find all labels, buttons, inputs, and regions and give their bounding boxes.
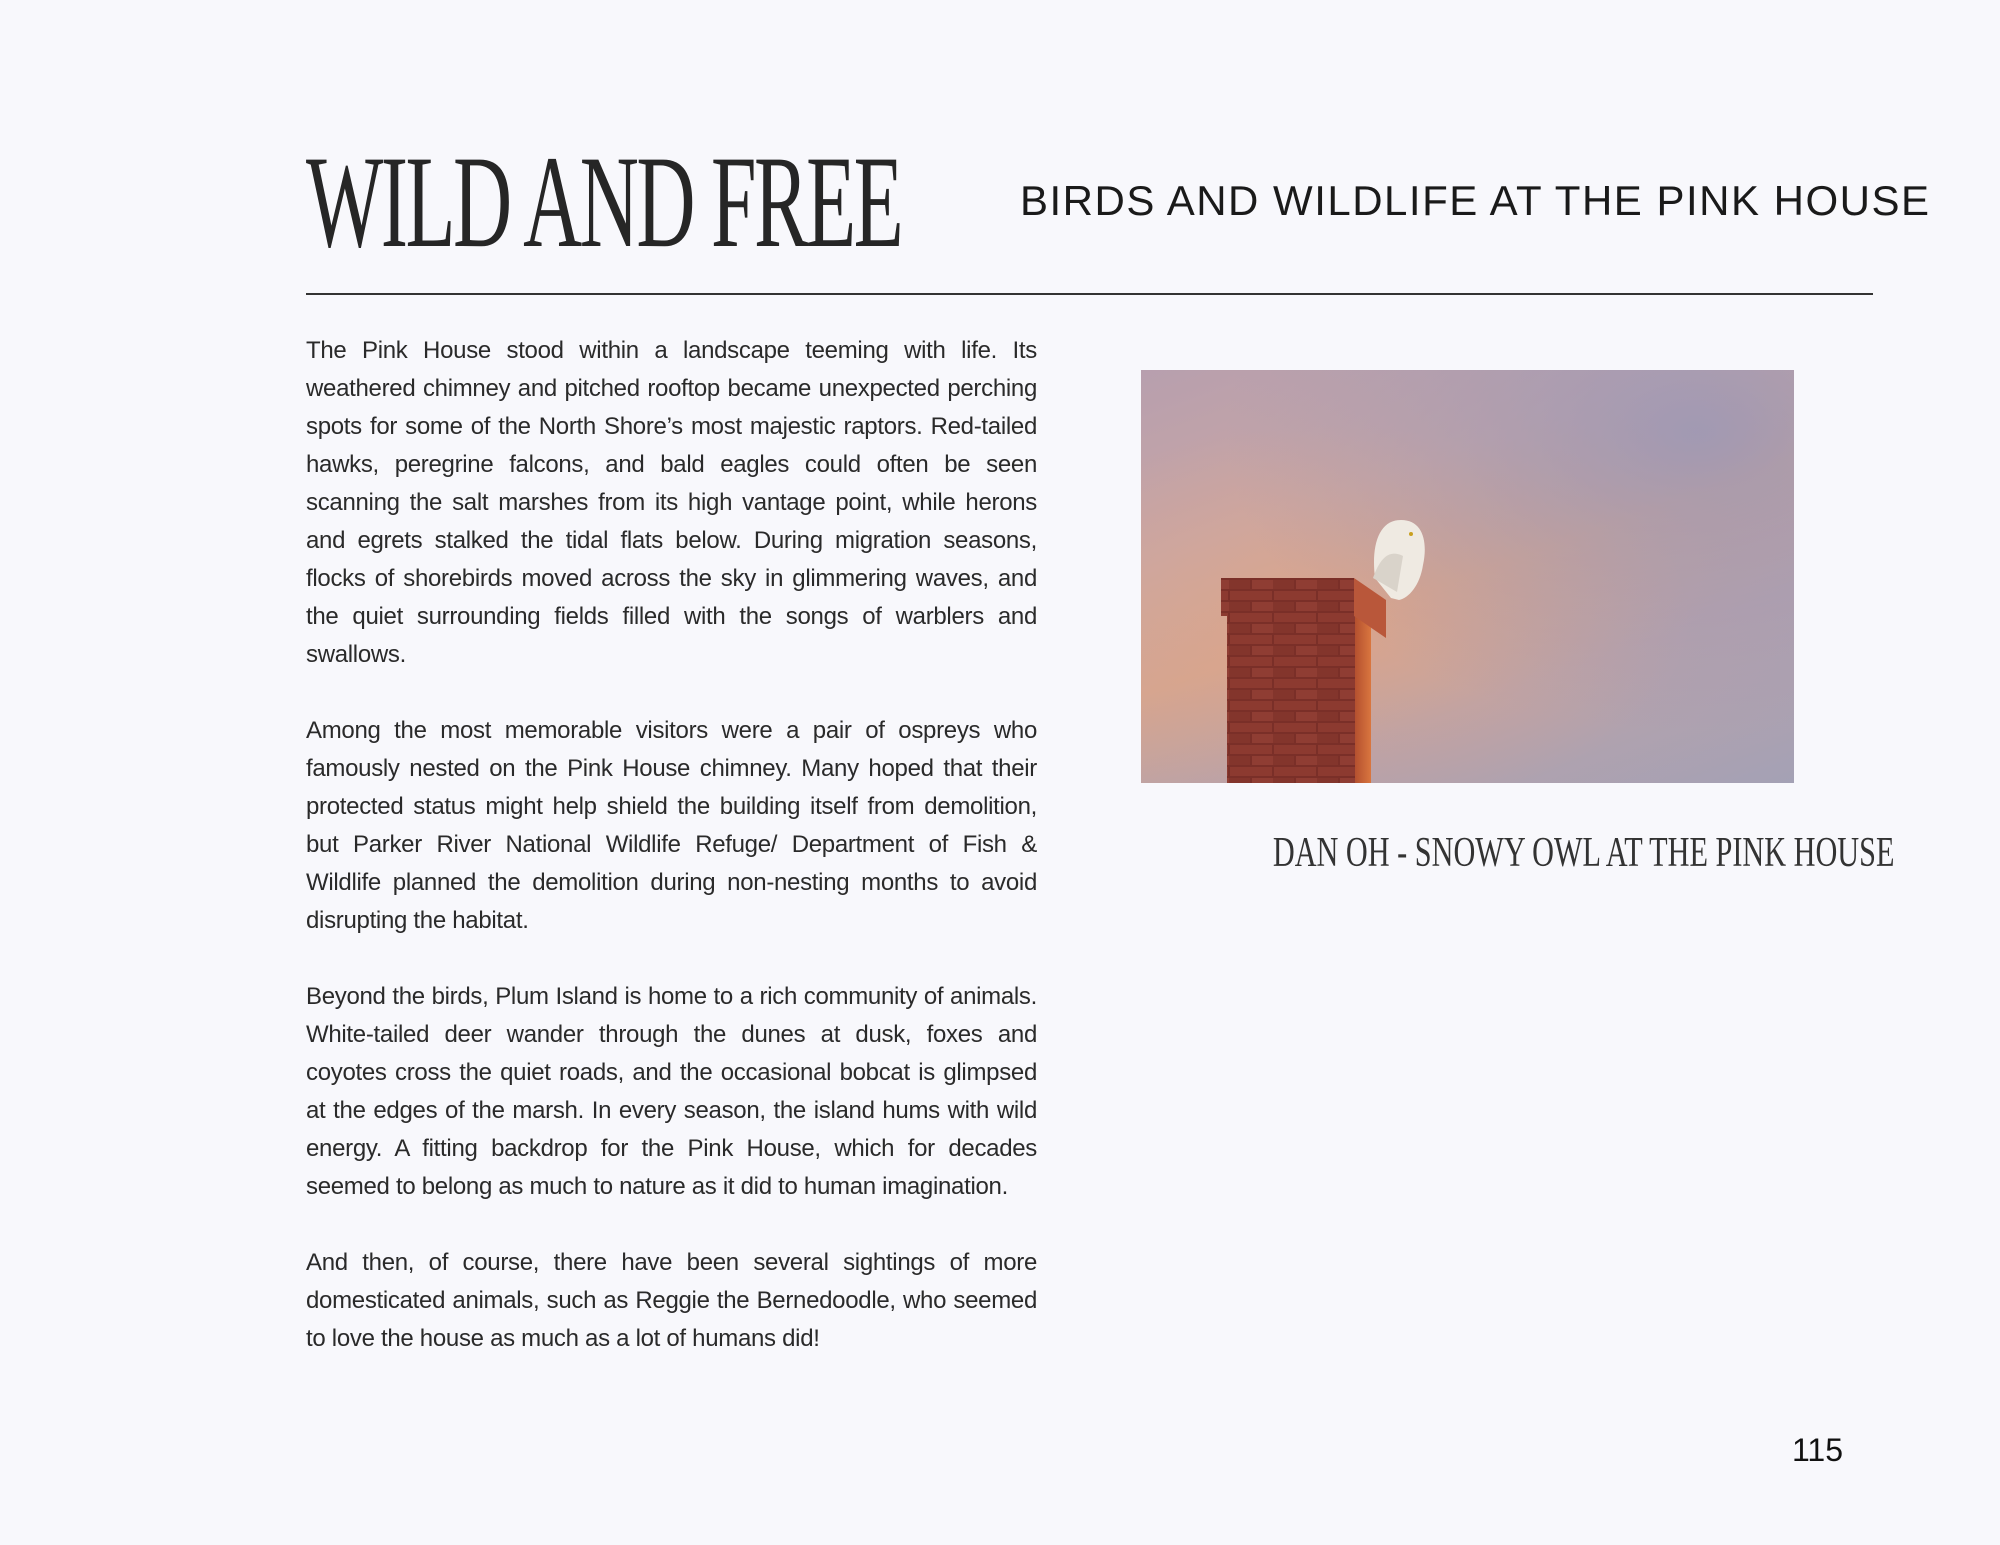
photo-caption-text: DAN OH - SNOWY OWL AT THE PINK HOUSE	[1272, 830, 1895, 876]
article-body	[306, 332, 1037, 1396]
paragraph: And then, of course, there have been several sightings of more domesticated animals, such as Reggie the Bernedoodle, who seemed to love the house as much as a lot of humans did!	[306, 1249, 1037, 1352]
paragraph: Among the most memorable visitors were a pair of ospreys who famously nested on the Pink House chimney. Many hoped that their protected status might help shield the building itself from demolition, but Parker River National Wildlife Refuge/ Department of Fish & Wildlife planned the demolition during non-nesting months to avoid disrupting the habitat.	[306, 717, 1037, 934]
chimney-owl-illustration	[1141, 370, 1794, 783]
paragraph: The Pink House stood within a landscape teeming with life. Its weathered chimney and pitched rooftop became unexpected perching spots for some of the North Shore’s most majestic raptors. Red-tailed hawks, peregrine falcons, and bald eagles could often be seen scanning the salt marshes from its high vantage point, while herons and egrets stalked the tidal flats below. During migration seasons, flocks of shorebirds moved across the sky in glimmering waves, and the quiet surrounding fields filled with the songs of warblers and swallows.	[306, 337, 1037, 668]
page-subtitle: BIRDS AND WILDLIFE AT THE PINK HOUSE	[1020, 177, 1931, 224]
photo-caption	[1152, 830, 1895, 876]
snowy-owl-photo	[1141, 370, 1794, 783]
page-title: WILD AND FREE	[306, 128, 902, 275]
page-number: 115	[1791, 1432, 1843, 1468]
header-divider	[306, 293, 1873, 295]
paragraph: Beyond the birds, Plum Island is home to a rich community of animals. White-tailed deer wander through the dunes at dusk, foxes and coyotes cross the quiet roads, and the occasional bobcat is glimpsed at the edges of the marsh. In every season, the island hums with wild energy. A fitting backdrop for the Pink House, which for decades seemed to belong as much to nature as it did to human imagination.	[306, 983, 1037, 1200]
